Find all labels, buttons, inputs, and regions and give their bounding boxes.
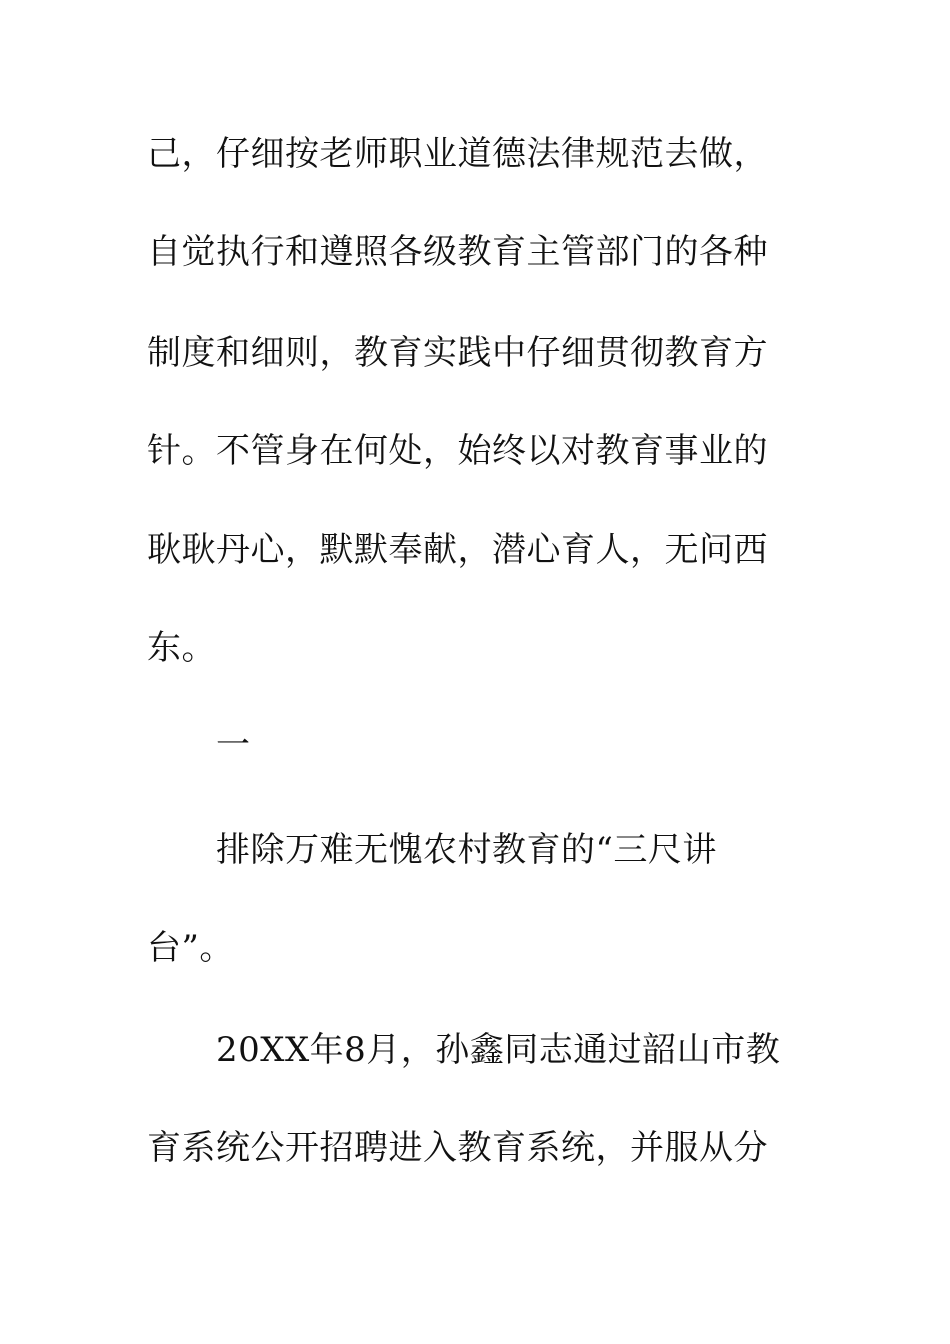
paragraph-start: 20XX年8月，孙鑫同志通过韶山市教 <box>216 1030 781 1070</box>
text-line: 针。不管身在何处，始终以对教育事业的 <box>147 431 768 471</box>
section-heading-continued: 台”。 <box>147 928 234 968</box>
text-line: 耿耿丹心，默默奉献，潜心育人，无问西 <box>147 530 768 570</box>
text-line: 育系统公开招聘进入教育系统，并服从分 <box>147 1128 768 1168</box>
text-line: 东。 <box>147 628 216 668</box>
text-line: 自觉执行和遵照各级教育主管部门的各种 <box>147 232 768 272</box>
text-line: 己，仔细按老师职业道德法律规范去做， <box>147 134 768 174</box>
section-number: 一 <box>216 725 251 765</box>
text-line: 制度和细则，教育实践中仔细贯彻教育方 <box>147 333 768 373</box>
section-heading: 排除万难无愧农村教育的“三尺讲 <box>216 830 717 870</box>
